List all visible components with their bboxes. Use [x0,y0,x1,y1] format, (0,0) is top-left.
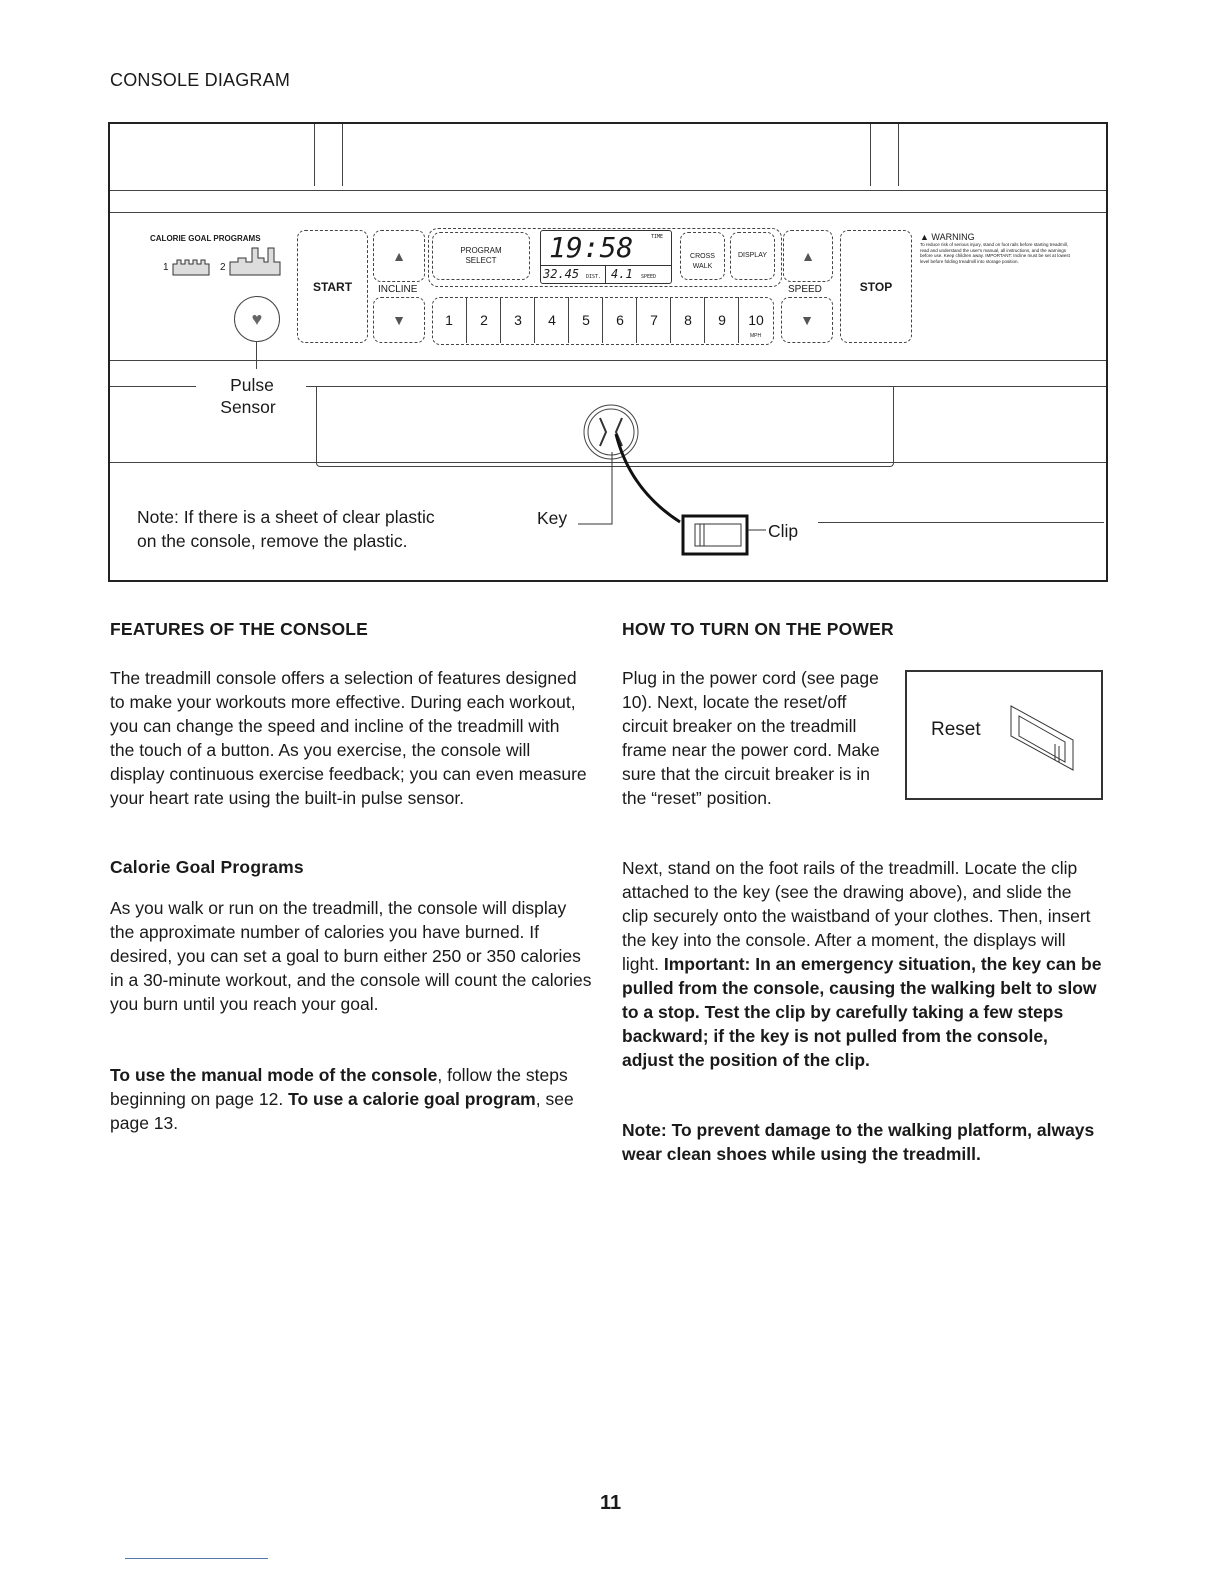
divider [110,360,1106,361]
divider [314,124,315,186]
warning-text: To reduce risk of serious injury, stand on foot rails before starting treadmill, read and understand the user's manual, all instructions, and the warnings before use. Keep children away. IMPORTANT: Incline must be set at lowest level before folding treadmill into storage position. [920,242,1070,264]
reset-breaker-figure [905,670,1103,800]
speed-key-3[interactable]: 3 [500,297,535,343]
speed-key-4[interactable]: 4 [534,297,569,343]
speed-key-2[interactable]: 2 [466,297,501,343]
reset-label: Reset [931,719,981,740]
start-button[interactable]: START [297,230,368,343]
stop-button[interactable]: STOP [840,230,912,343]
speed-key-5[interactable]: 5 [568,297,603,343]
divider [110,212,1106,213]
clip-label: Clip [768,521,799,541]
time-label: TIME [651,234,664,240]
power-next-text: Next, stand on the foot rails of the treadmill. Locate the clip attached to the key (see the drawing above), and slide the clip securely onto the waistband of your clothes. Then, insert the key into the console. After a moment, the displays will light. [622,858,1091,974]
calorie-goal-rest: , see page 13. [110,1089,574,1133]
page-number: 11 [600,1492,622,1514]
lcd-display [540,230,672,284]
power-heading: HOW TO TURN ON THE POWER [622,619,894,639]
pulse-pointer-line [256,341,257,369]
speed-up-button[interactable] [783,230,833,282]
manual-mode-text [110,1063,580,1135]
mph-label: MPH [750,333,762,339]
divider [110,190,1106,191]
speed-key-8[interactable]: 8 [670,297,705,343]
speed-key-7[interactable]: 7 [636,297,671,343]
arrow-up-icon: ▲ [392,248,406,264]
time-readout: 19:58 [549,231,634,264]
features-heading: FEATURES OF THE CONSOLE [110,619,369,639]
divider [898,124,899,186]
program-select-button[interactable]: PROGRAM SELECT [432,232,530,280]
important-warning: Important: In an emergency situation, the key can be pulled from the console, causing the walking belt to slow to a stop. Test the clip by carefully taking a few steps backward; if the key is not pulled from the console, adjust the position of the clip. [622,954,1102,1070]
incline-up-button[interactable] [373,230,425,282]
note-line: Note: If there is a sheet of clear plastic [137,507,435,527]
display-button[interactable]: DISPLAY [730,232,775,280]
distance-readout: 32.45 [543,267,580,281]
speed-readout-label: SPEED [641,274,657,280]
platform-note: Note: To prevent damage to the walking platform, always wear clean shoes while using the treadmill. [622,1120,1095,1164]
arrow-down-icon: ▼ [800,312,814,328]
speed-key-6[interactable]: 6 [602,297,637,343]
speed-key-10[interactable]: 10 [738,297,773,343]
pulse-sensor-label [220,374,277,418]
warning-title: ▲ WARNING [920,232,975,242]
features-intro: The treadmill console offers a selection of features designed to make your workouts more effective. During each workout, you can change the speed and incline of the treadmill with the touch of a button. As you exercise, the console will display continuous exercise feedback; you can even measure your heart rate using the built-in pulse sensor. [110,668,587,808]
calorie-goal-heading: Calorie Goal Programs [110,857,304,877]
power-plug-text: Plug in the power cord (see page 10). Next, locate the reset/off circuit breaker on the treadmill frame near the power cord. Make sure that the circuit breaker is in the “reset” position. [622,668,880,808]
distance-label: DIST. [586,274,602,280]
calorie-goal-bold: To use a calorie goal program [288,1089,536,1109]
speed-key-9[interactable]: 9 [704,297,739,343]
footer-rule [125,1558,268,1559]
divider [818,522,1104,523]
divider [342,124,343,186]
incline-down-button[interactable] [373,297,425,343]
cross-walk-label: CROSS WALK [690,253,715,270]
page-title: CONSOLE DIAGRAM [110,70,291,90]
circuit-breaker-icon [1007,702,1079,772]
arrow-up-icon: ▲ [801,248,815,264]
power-instructions [622,856,1102,1072]
calorie-programs-label: CALORIE GOAL PROGRAMS [150,234,261,243]
sensor-label: Sensor [220,397,276,417]
manual-mode-bold: To use the manual mode of the console [110,1065,438,1085]
divider [110,386,196,387]
program-1-profile-icon [171,250,216,276]
program-1-label: 1 [163,262,169,273]
speed-readout: 4.1 [611,267,633,281]
program-2-profile-icon [228,244,284,276]
arrow-down-icon: ▼ [392,312,406,328]
pulse-label: Pulse [230,375,274,395]
speed-down-button[interactable] [781,297,833,343]
key-label: Key [537,508,568,528]
warning-label [920,232,1075,264]
program-2-label: 2 [220,262,226,273]
speed-key-1[interactable]: 1 [445,312,453,328]
note-plastic [137,505,435,553]
speed-label: SPEED [788,284,822,295]
calorie-goal-text: As you walk or run on the treadmill, the console will display the approximate number of calories you have burned. If desired, you can set a goal to burn either 250 or 350 calories in a 30-minute workout, and the console will count the calories you burn until you reach your goal. [110,898,592,1014]
manual-mode-rest: , follow the steps beginning on page 12. [110,1065,568,1109]
divider [870,124,871,186]
cross-walk-button[interactable] [680,232,725,280]
incline-label: INCLINE [378,284,418,295]
pulse-sensor-heart-icon[interactable]: ♥ [234,296,280,342]
note-line: on the console, remove the plastic. [137,531,408,551]
